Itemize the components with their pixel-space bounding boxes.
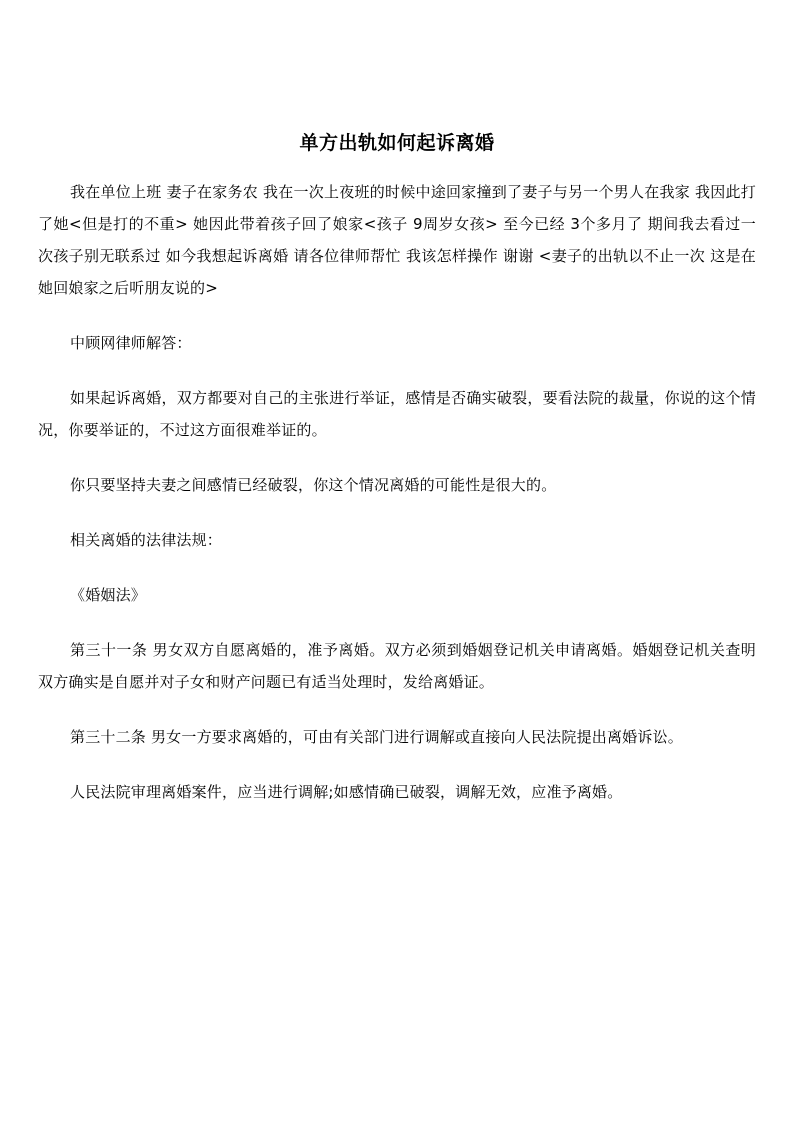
lawyer-answer-heading: 中顾网律师解答：: [70, 334, 192, 352]
answer-paragraph: 你只要坚持夫妻之间感情已经破裂，你这个情况离婚的可能性是很大的。: [70, 476, 557, 494]
question-paragraph: 我在单位上班 妻子在家务农 我在一次上夜班的时候中途回家撞到了妻子与另一个男人在我家 我因此打了她<但是打的不重> 她因此带着孩子回了娘家<孩子 9周岁女孩> 至今已经 3个多月了 期间我去看过一次孩子别无联系过 如今我想起诉离婚 请各位律师帮忙 我该怎样操作 谢谢 <妻子的出轨以不止一次 这是在她回娘家之后听朋友说的>: [38, 183, 756, 297]
article-32-continued: 人民法院审理离婚案件，应当进行调解;如感情确已破裂，调解无效，应准予离婚。: [70, 783, 623, 801]
answer-paragraph: 如果起诉离婚，双方都要对自己的主张进行举证，感情是否确实破裂，要看法院的裁量，你说的这个情况，你要举证的，不过这方面很难举证的。: [38, 389, 756, 439]
article-31: 第三十一条 男女双方自愿离婚的，准予离婚。双方必须到婚姻登记机关申请离婚。婚姻登记机关查明双方确实是自愿并对子女和财产问题已有适当处理时，发给离婚证。: [38, 641, 756, 691]
laws-heading: 相关离婚的法律法规：: [70, 531, 223, 549]
document-title: 单方出轨如何起诉离婚: [299, 132, 495, 154]
article-32: 第三十二条 男女一方要求离婚的，可由有关部门进行调解或直接向人民法院提出离婚诉讼。: [70, 728, 683, 746]
law-name: 《婚姻法》: [70, 586, 147, 604]
